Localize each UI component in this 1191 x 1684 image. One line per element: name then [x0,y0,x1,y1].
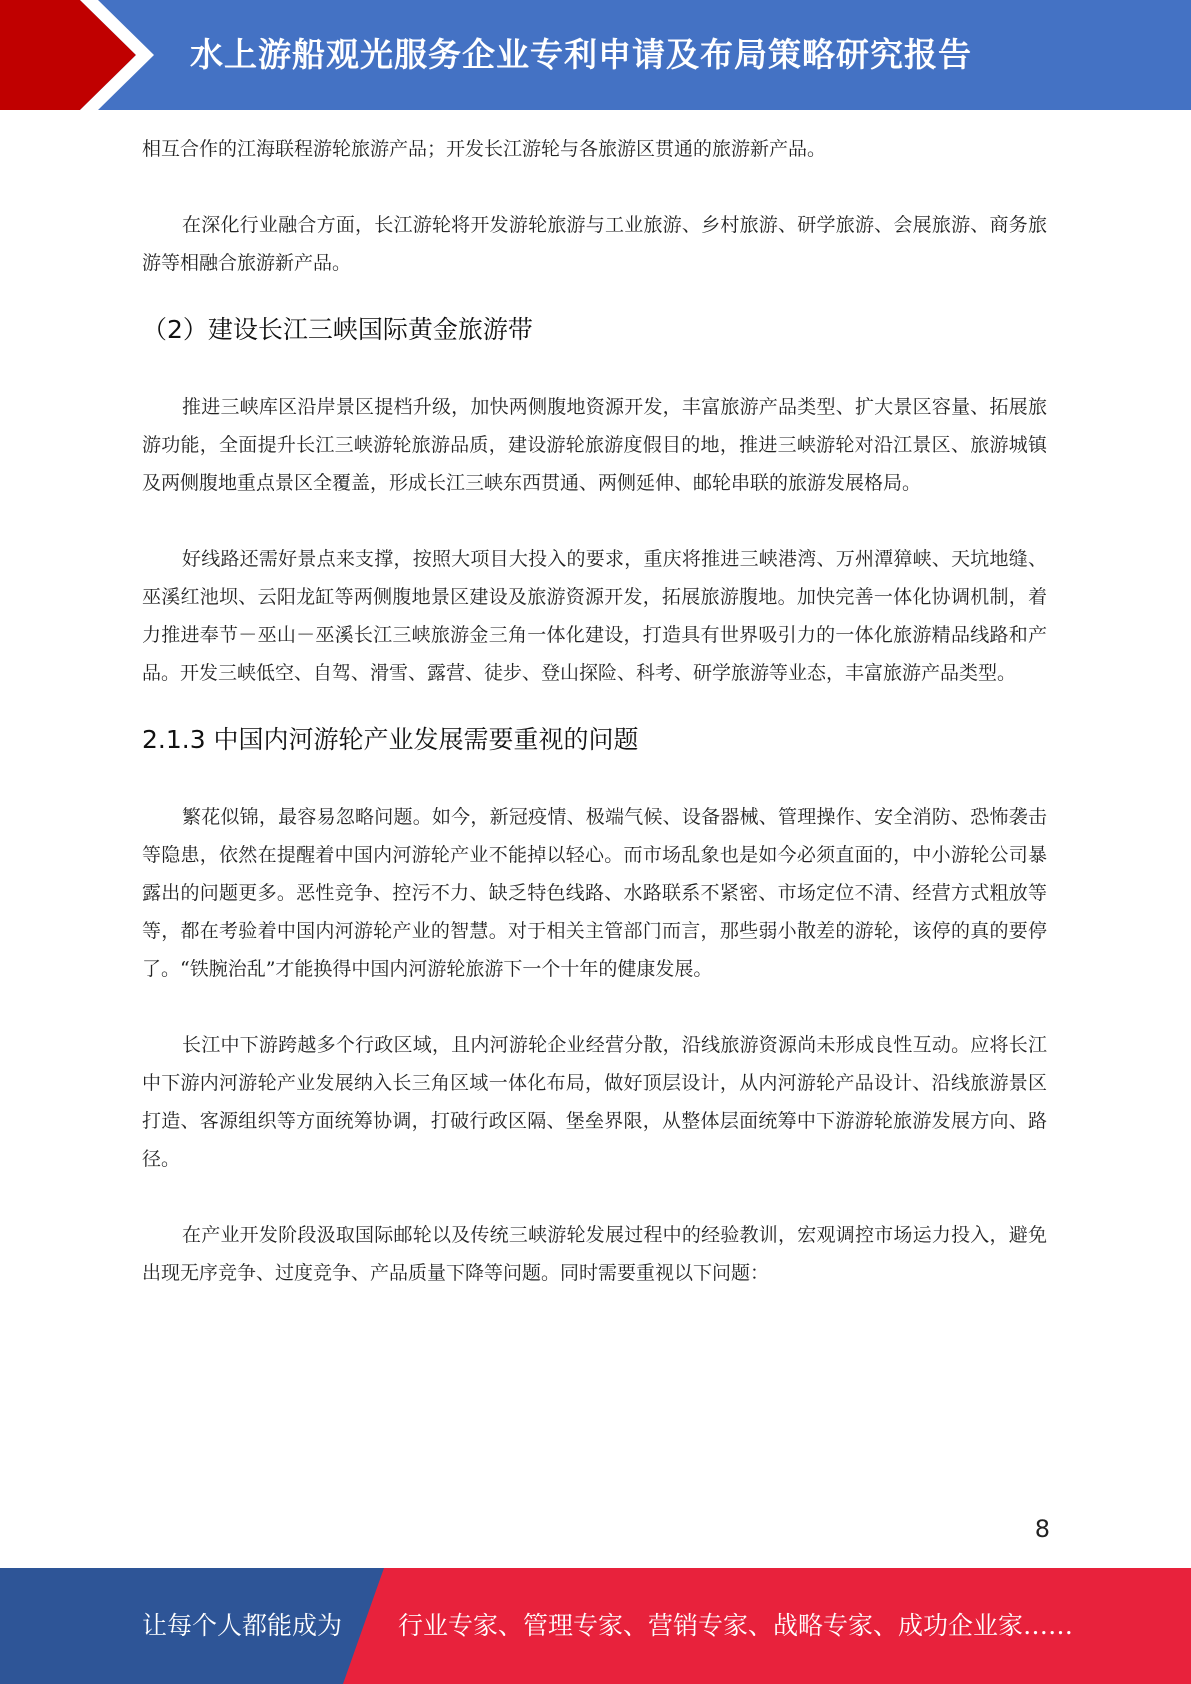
footer-slogan-right: 行业专家、管理专家、营销专家、战略专家、成功企业家…… [398,1611,1074,1640]
page-body [142,130,1047,1292]
page-number: 8 [1034,1515,1050,1543]
footer-slogan-left: 让每个人都能成为 [142,1611,343,1640]
paragraph: 好线路还需好景点来支撑，按照大项目大投入的要求，重庆将推进三峡港湾、万州潭獐峡、天坑地缝、巫溪红池坝、云阳龙缸等两侧腹地景区建设及旅游资源开发，拓展旅游腹地。加快完善一体化协调机制，着力推进奉节－巫山－巫溪长江三峡旅游金三角一体化建设，打造具有世界吸引力的一体化旅游精品线路和产品。开发三峡低空、自驾、滑雪、露营、徒步、登山探险、科考、研学旅游等业态，丰富旅游产品类型。 [142,548,1047,684]
report-title: 水上游船观光服务企业专利申请及布局策略研究报告 [190,35,972,74]
paragraph: 繁花似锦，最容易忽略问题。如今，新冠疫情、极端气候、设备器械、管理操作、安全消防、恐怖袭击等隐患，依然在提醒着中国内河游轮产业不能掉以轻心。而市场乱象也是如今必须直面的，中小游轮公司暴露出的问题更多。恶性竞争、控污不力、缺乏特色线路、水路联系不紧密、市场定位不清、经营方式粗放等等，都在考验着中国内河游轮产业的智慧。对于相关主管部门而言，那些弱小散差的游轮，该停的真的要停了。“铁腕治乱”才能换得中国内河游轮旅游下一个十年的健康发展。 [142,806,1047,980]
paragraph: 长江中下游跨越多个行政区域，且内河游轮企业经营分散，沿线旅游资源尚未形成良性互动。应将长江中下游内河游轮产业发展纳入长三角区域一体化布局，做好顶层设计，从内河游轮产品设计、沿线旅游景区打造、客源组织等方面统筹协调，打破行政区隔、堡垒界限，从整体层面统筹中下游游轮旅游发展方向、路径。 [142,1034,1047,1170]
paragraph: 在产业开发阶段汲取国际邮轮以及传统三峡游轮发展过程中的经验教训，宏观调控市场运力投入，避免出现无序竞争、过度竞争、产品质量下降等问题。同时需要重视以下问题： [142,1224,1047,1284]
paragraph: 推进三峡库区沿岸景区提档升级，加快两侧腹地资源开发，丰富旅游产品类型、扩大景区容量、拓展旅游功能，全面提升长江三峡游轮旅游品质，建设游轮旅游度假目的地，推进三峡游轮对沿江景区、旅游城镇及两侧腹地重点景区全覆盖，形成长江三峡东西贯通、两侧延伸、邮轮串联的旅游发展格局。 [142,396,1047,494]
paragraph: 在深化行业融合方面，长江游轮将开发游轮旅游与工业旅游、乡村旅游、研学旅游、会展旅游、商务旅游等相融合旅游新产品。 [142,214,1047,274]
paragraph: 相互合作的江海联程游轮旅游产品；开发长江游轮与各旅游区贯通的旅游新产品。 [142,138,827,160]
section-heading: 2.1.3 中国内河游轮产业发展需要重视的问题 [142,725,639,754]
page-header [0,0,1191,110]
section-heading: （2）建设长江三峡国际黄金旅游带 [142,315,533,344]
page-footer [0,1568,1191,1684]
